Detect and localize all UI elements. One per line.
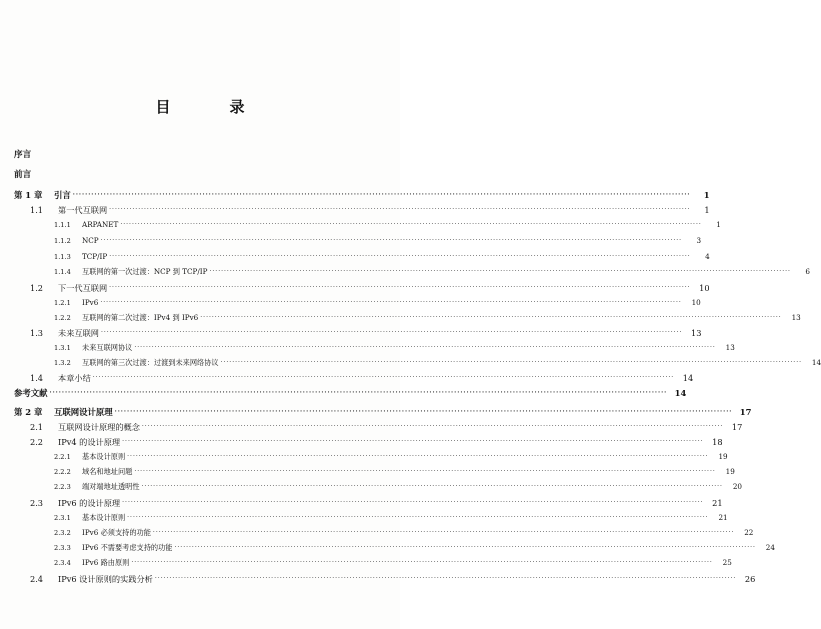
toc-leader-dots: ········································································································································································································ — [92, 374, 675, 381]
toc-leader-dots: ········································································································································································································ — [109, 206, 691, 213]
toc-entry-title: IPv6 设计原则的实践分析 — [58, 574, 153, 584]
toc-leader-dots: ········································································································································································································ — [141, 483, 723, 490]
toc-entry[interactable] — [0, 339, 735, 353]
toc-entry[interactable] — [0, 263, 810, 277]
toc-entry-number: 2.2.1 — [54, 453, 71, 461]
toc-entry-title: 基本设计原则 — [82, 452, 126, 461]
toc-entry-page: 10 — [691, 298, 701, 307]
toc-entry[interactable] — [0, 524, 754, 538]
toc-leader-dots: ········································································································································································································ — [72, 191, 691, 198]
toc-entry-page: 21 — [718, 513, 728, 522]
toc-entry[interactable] — [0, 433, 723, 447]
toc-entry-title: 互联网的第一次过渡：NCP 到 TCP/IP — [82, 267, 208, 276]
toc-entry[interactable] — [0, 539, 775, 553]
toc-entry[interactable] — [0, 384, 687, 398]
toc-entry-page: 1 — [703, 190, 710, 200]
toc-entry-title: IPv6 不需要考虑支持的功能 — [82, 543, 173, 552]
toc-entry-page: 19 — [725, 467, 735, 476]
toc-entry-number: 第 1 章 — [14, 190, 43, 200]
front-matter-foreword: 前言 — [14, 170, 32, 180]
toc-entry-number: 1.3.1 — [54, 344, 71, 352]
toc-entry-title: 本章小结 — [58, 373, 91, 383]
toc-entry[interactable] — [0, 403, 752, 417]
toc-entry[interactable] — [0, 570, 756, 584]
toc-leader-dots: ········································································································································································································ — [100, 299, 682, 306]
toc-entry-page: 26 — [744, 574, 756, 584]
toc-entry[interactable] — [0, 494, 723, 508]
toc-leader-dots: ········································································································································································································ — [134, 468, 716, 475]
toc-entry-title: 端对端地址透明性 — [82, 482, 140, 491]
toc-entry-page: 10 — [699, 283, 710, 293]
toc-leader-dots: ········································································································································································································ — [49, 389, 668, 396]
toc-entry-page: 20 — [732, 482, 742, 491]
toc-entry-title: 参考文献 — [14, 388, 48, 398]
toc-leader-dots: ········································································································································································································ — [109, 253, 691, 260]
toc-entry-title: ARPANET — [82, 220, 119, 229]
toc-leader-dots: ········································································································································································································ — [127, 453, 709, 460]
toc-entry-page: 21 — [712, 498, 723, 508]
toc-entry-number: 2.2.3 — [54, 483, 71, 491]
toc-entry-title: 未来互联网 — [58, 328, 99, 338]
toc-entry-title: 互联网设计原理的概念 — [58, 422, 140, 432]
toc-entry-number: 1.1.2 — [54, 237, 71, 245]
toc-entry-page: 4 — [705, 252, 710, 261]
toc-entry-number: 1.2.2 — [54, 314, 71, 322]
toc-entry[interactable] — [0, 418, 743, 432]
toc-entry-page: 14 — [682, 373, 694, 383]
toc-entry-number: 2.4 — [30, 574, 44, 584]
toc-entry[interactable] — [0, 478, 742, 492]
page-title: 目 录 — [155, 98, 267, 116]
front-matter-preface: 序言 — [14, 150, 32, 160]
toc-entry-title: 第一代互联网 — [58, 205, 108, 215]
toc-entry-number: 1.2.1 — [54, 299, 71, 307]
toc-entry-page: 1 — [704, 205, 710, 215]
toc-entry-page: 17 — [739, 407, 752, 417]
toc-entry[interactable] — [0, 201, 710, 215]
toc-entry-number: 2.3.3 — [54, 544, 71, 552]
toc-leader-dots: ········································································································································································································ — [174, 544, 756, 551]
toc-entry-title: 引言 — [54, 190, 71, 200]
toc-entry-number: 2.2 — [30, 437, 44, 447]
toc-entry[interactable] — [0, 216, 721, 230]
toc-entry-page: 14 — [674, 388, 687, 398]
toc-entry-page: 18 — [712, 437, 723, 447]
toc-entry-number: 2.3.4 — [54, 559, 71, 567]
toc-entry-title: NCP — [82, 236, 99, 245]
toc-entry-number: 2.2.2 — [54, 468, 71, 476]
toc-entry[interactable] — [0, 354, 821, 368]
toc-entry-title: 未来互联网协议 — [82, 343, 133, 352]
toc-entry-number: 1.3 — [30, 328, 44, 338]
toc-entry-title: 基本设计原则 — [82, 513, 126, 522]
toc-entry-number: 2.3.1 — [54, 514, 71, 522]
toc-entry-number: 2.1 — [30, 422, 44, 432]
toc-leader-dots: ········································································································································································································ — [122, 499, 704, 506]
toc-entry[interactable] — [0, 294, 701, 308]
toc-entry-page: 19 — [718, 452, 728, 461]
toc-entry[interactable] — [0, 463, 735, 477]
toc-leader-dots: ········································································································································································································ — [122, 438, 704, 445]
toc-leader-dots: ········································································································································································································ — [152, 529, 735, 536]
toc-leader-dots: ········································································································································································································ — [154, 575, 737, 582]
toc-entry-number: 2.3.2 — [54, 529, 71, 537]
toc-entry-number: 1.1.4 — [54, 268, 71, 276]
toc-leader-dots: ········································································································································································································ — [200, 314, 782, 321]
toc-entry[interactable] — [0, 279, 710, 293]
toc-entry-page: 6 — [805, 267, 810, 276]
toc-entry-page: 13 — [725, 343, 735, 352]
toc-entry-title: 下一代互联网 — [58, 283, 108, 293]
toc-entry-number: 1.2 — [30, 283, 44, 293]
toc-leader-dots: ········································································································································································································ — [114, 408, 733, 415]
toc-entry[interactable] — [0, 554, 732, 568]
toc-entry-page: 25 — [722, 558, 732, 567]
toc-entry-title: 互联网的第二次过渡：IPv4 到 IPv6 — [82, 313, 199, 322]
toc-entry-number: 2.3 — [30, 498, 44, 508]
toc-entry-number: 1.3.2 — [54, 359, 71, 367]
toc-entry-title: IPv6 必须支持的功能 — [82, 528, 151, 537]
toc-entry[interactable] — [0, 509, 728, 523]
toc-entry[interactable] — [0, 324, 702, 338]
toc-entry[interactable] — [0, 309, 801, 323]
toc-leader-dots: ········································································································································································································ — [209, 268, 791, 275]
toc-leader-dots: ········································································································································································································ — [131, 559, 713, 566]
toc-entry-page: 13 — [690, 328, 702, 338]
toc-entry-page: 3 — [696, 236, 702, 245]
toc-entry[interactable] — [0, 448, 728, 462]
toc-leader-dots: ········································································································································································································ — [134, 344, 716, 351]
toc-leader-dots: ········································································································································································································ — [120, 221, 702, 228]
toc-entry-number: 第 2 章 — [14, 407, 43, 417]
toc-entry[interactable] — [0, 248, 710, 262]
toc-entry[interactable] — [0, 232, 702, 246]
toc-leader-dots: ········································································································································································································ — [220, 359, 803, 366]
toc-entry-number: 1.1.1 — [54, 221, 71, 229]
toc-leader-dots: ········································································································································································································ — [109, 284, 691, 291]
toc-leader-dots: ········································································································································································································ — [100, 237, 683, 244]
toc-leader-dots: ········································································································································································································ — [141, 423, 724, 430]
toc-entry-title: TCP/IP — [82, 252, 108, 261]
toc-leader-dots: ········································································································································································································ — [127, 514, 709, 521]
toc-entry-title: IPv4 的设计原理 — [58, 437, 121, 447]
toc-entry-number: 1.1 — [30, 205, 44, 215]
toc-entry[interactable] — [0, 186, 710, 200]
toc-entry-title: IPv6 的设计原理 — [58, 498, 121, 508]
toc-entry-page: 13 — [791, 313, 801, 322]
toc-entry-title: IPv6 — [82, 298, 99, 307]
toc-entry-page: 14 — [811, 358, 821, 367]
toc-entry[interactable] — [0, 369, 694, 383]
toc-entry-number: 1.4 — [30, 373, 44, 383]
toc-entry-title: 互联网设计原理 — [54, 407, 113, 417]
toc-entry-number: 1.1.3 — [54, 253, 71, 261]
toc-entry-page: 24 — [765, 543, 775, 552]
toc-entry-title: 域名和地址问题 — [82, 467, 133, 476]
toc-leader-dots: ········································································································································································································ — [100, 329, 683, 336]
toc-entry-title: IPv6 路由原则 — [82, 558, 130, 567]
toc-entry-title: 互联网的第三次过渡：过渡到未来网络协议 — [82, 358, 219, 367]
toc-entry-page: 22 — [744, 528, 754, 537]
toc-entry-page: 1 — [716, 220, 721, 229]
toc-entry-page: 17 — [731, 422, 743, 432]
